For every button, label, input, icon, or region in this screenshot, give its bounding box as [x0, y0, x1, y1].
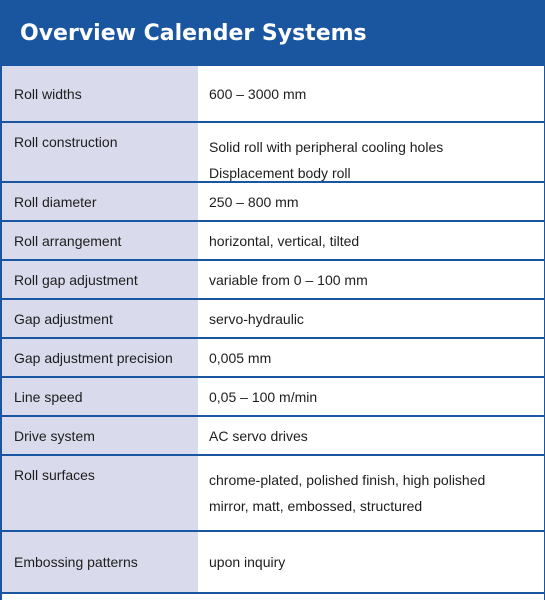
row-value-line: 0,005 mm [209, 349, 272, 366]
row-value [198, 339, 544, 376]
row-value-line: 250 – 800 mm [209, 193, 299, 210]
row-label: Roll arrangement [2, 222, 198, 259]
row-value [198, 66, 544, 121]
spec-table [2, 66, 544, 594]
row-value [198, 456, 544, 530]
row-label: Embossing patterns [2, 532, 198, 592]
row-value-line: 600 – 3000 mm [209, 85, 307, 102]
table-row [2, 456, 544, 532]
page-title: Overview Calender Systems [20, 20, 367, 46]
row-value [198, 532, 544, 592]
table-row [2, 339, 544, 378]
row-value [198, 300, 544, 337]
row-label: Roll widths [2, 66, 198, 121]
row-value-line: horizontal, vertical, tilted [209, 232, 360, 249]
table-row [2, 123, 544, 183]
row-label: Line speed [2, 378, 198, 415]
row-value-line: chrome-plated, polished finish, high polished [209, 472, 486, 488]
row-value [198, 261, 544, 298]
row-label: Gap adjustment [2, 300, 198, 337]
row-value [198, 183, 544, 220]
row-value [198, 222, 544, 259]
row-label: Roll surfaces [2, 456, 198, 530]
table-row [2, 378, 544, 417]
table-row [2, 222, 544, 261]
row-value-line: 0,05 – 100 m/min [209, 388, 318, 405]
table-row [2, 183, 544, 222]
row-value-line: upon inquiry [209, 554, 286, 570]
row-value [198, 123, 544, 181]
row-value [198, 378, 544, 415]
row-label: Gap adjustment precision [2, 339, 198, 376]
row-label: Drive system [2, 417, 198, 454]
row-label: Roll diameter [2, 183, 198, 220]
row-value-line: Displacement body roll [209, 165, 351, 181]
table-row [2, 417, 544, 456]
table-row [2, 261, 544, 300]
title-bar [2, 0, 544, 66]
row-value-line: servo-hydraulic [209, 310, 304, 327]
table-row [2, 532, 544, 594]
table-row [2, 66, 544, 123]
row-value-line: AC servo drives [209, 427, 308, 444]
row-value-line: Solid roll with peripheral cooling holes [209, 139, 444, 155]
row-value-line: variable from 0 – 100 mm [209, 271, 368, 288]
row-value-line: mirror, matt, embossed, structured [209, 498, 423, 514]
row-label: Roll construction [2, 123, 198, 181]
row-value [198, 417, 544, 454]
row-label: Roll gap adjustment [2, 261, 198, 298]
table-row [2, 300, 544, 339]
